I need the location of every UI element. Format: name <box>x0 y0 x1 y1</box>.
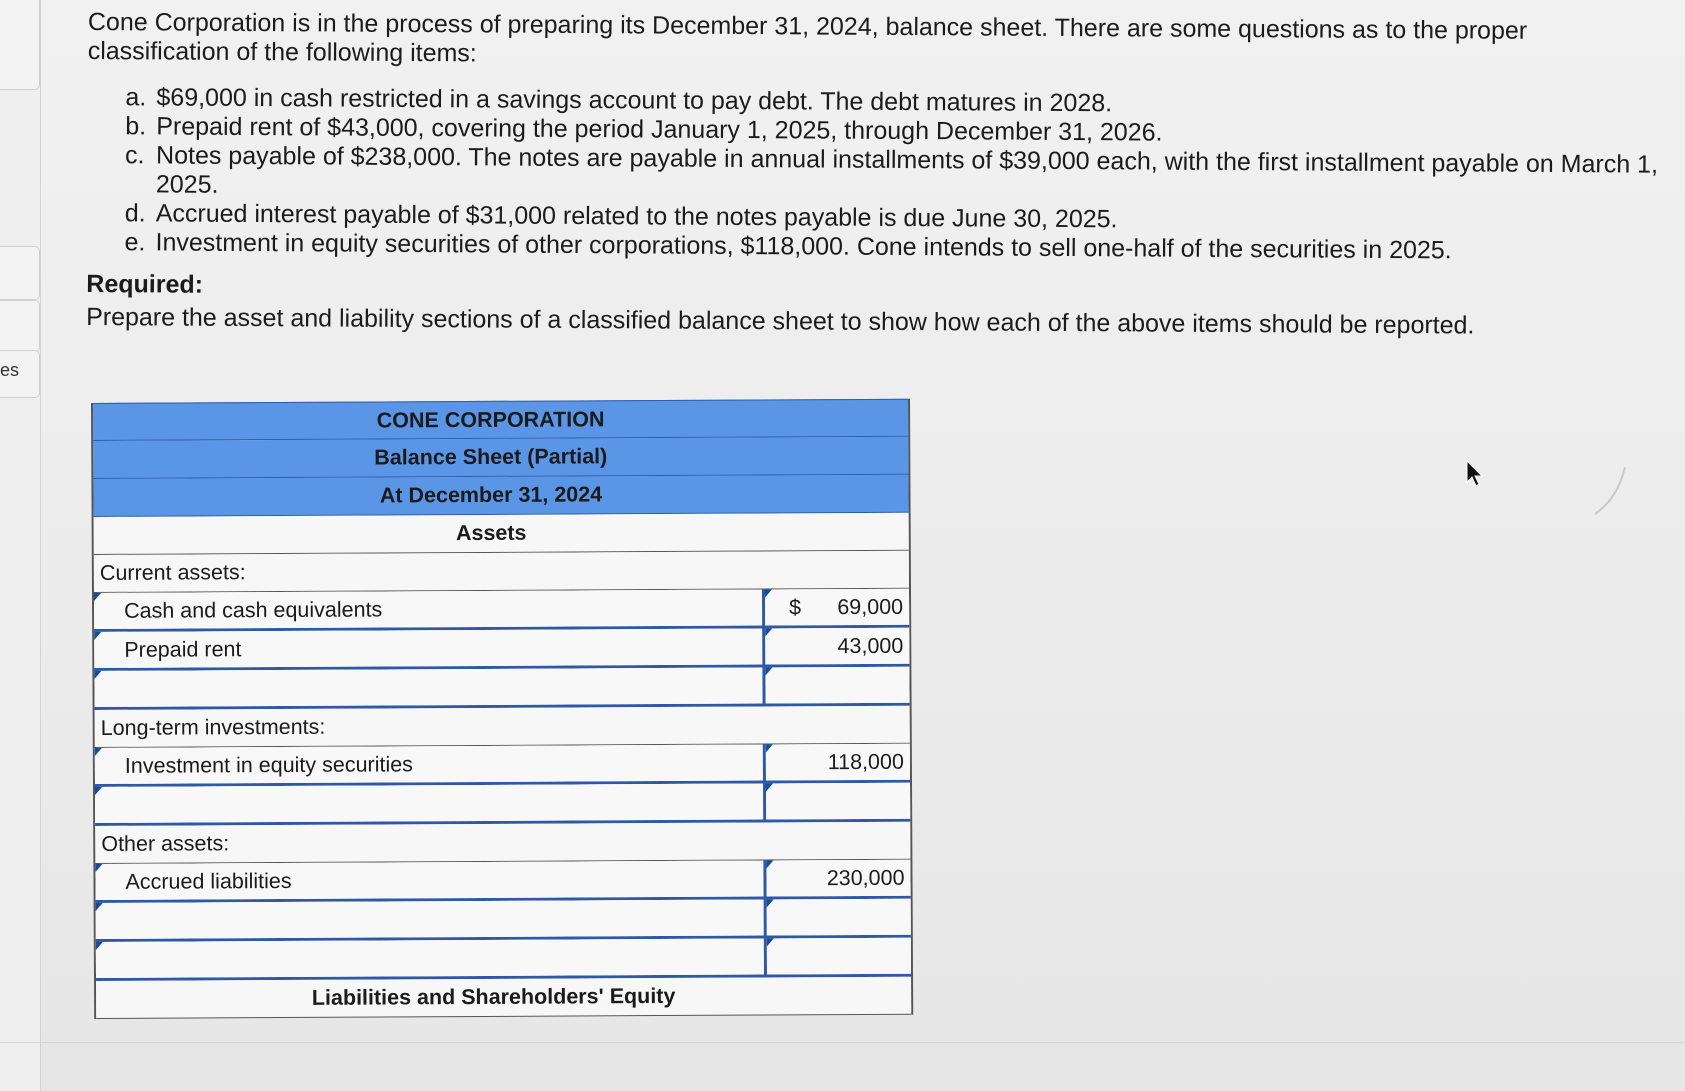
amount-value: 230,000 <box>826 865 905 890</box>
table-row <box>94 589 909 632</box>
left-sidebar <box>0 0 41 1091</box>
problem-statement <box>86 8 1668 342</box>
item-text: Prepaid rent of $43,000, covering the period January 1, 2025, through December 31, 2026. <box>156 112 1163 147</box>
current-assets-label: Current assets: <box>94 551 909 593</box>
account-dropdown[interactable] <box>95 744 766 784</box>
account-dropdown[interactable] <box>94 589 765 629</box>
table-row <box>96 899 911 942</box>
mouse-cursor-icon <box>1465 460 1483 488</box>
problem-items <box>124 83 1667 266</box>
statement-title: Balance Sheet (Partial) <box>93 437 908 479</box>
item-letter: a. <box>125 83 147 112</box>
amount-input[interactable] <box>765 667 909 704</box>
item-text: $69,000 in cash restricted in a savings account to pay debt. The debt matures in 2028. <box>156 83 1113 118</box>
account-dropdown[interactable] <box>96 899 767 939</box>
amount-input[interactable] <box>766 860 910 897</box>
item-text: Accrued interest payable of $31,000 related to the notes payable is due June 30, 2025. <box>155 199 1118 234</box>
amount-input[interactable] <box>767 938 911 975</box>
account-name: Cash and cash equivalents <box>124 596 383 623</box>
table-row <box>96 938 911 981</box>
assets-heading: Assets <box>94 513 909 555</box>
item-letter: d. <box>124 199 146 228</box>
sidebar-tab[interactable] <box>0 246 40 300</box>
amount-value: 43,000 <box>837 633 904 658</box>
table-row <box>94 628 909 671</box>
amount-value: 118,000 <box>827 749 904 774</box>
table-row <box>94 667 909 710</box>
longterm-investments-label: Long-term investments: <box>95 706 910 748</box>
amount-input[interactable] <box>767 899 911 936</box>
sidebar-label-fragment: es <box>0 360 20 380</box>
amount-input[interactable] <box>765 589 909 626</box>
item-letter: e. <box>124 228 146 257</box>
account-dropdown[interactable] <box>94 667 765 707</box>
company-name: CONE CORPORATION <box>93 399 908 441</box>
item-text: Notes payable of $238,000. The notes are payable in annual installments of $39,000 each, with the first installment payable on March 1, 2025. <box>155 141 1659 199</box>
problem-item <box>125 141 1667 208</box>
sidebar-tab[interactable] <box>0 0 40 90</box>
table-row <box>95 783 910 826</box>
required-instructions: Prepare the asset and liability sections of a classified balance sheet to show how each of the above items should be reported. <box>86 302 1475 340</box>
liabilities-heading: Liabilities and Shareholders' Equity <box>96 977 911 1019</box>
account-name: Accrued liabilities <box>125 868 292 894</box>
table-row <box>95 860 910 903</box>
statement-date: At December 31, 2024 <box>93 475 908 517</box>
account-name: Prepaid rent <box>124 636 242 662</box>
amount-value: 69,000 <box>837 594 904 619</box>
amount-input[interactable] <box>766 783 910 820</box>
account-dropdown[interactable] <box>94 628 765 668</box>
table-row <box>95 744 910 787</box>
account-name: Investment in equity securities <box>124 751 413 778</box>
problem-intro: Cone Corporation is in the process of preparing its December 31, 2024, balance sheet. There are some questions as to the proper classification of the following items: <box>87 8 1528 68</box>
item-letter: b. <box>125 112 147 141</box>
amount-input[interactable] <box>766 744 910 781</box>
other-assets-label: Other assets: <box>95 822 910 864</box>
required-heading: Required: <box>86 269 204 299</box>
account-dropdown[interactable] <box>95 783 766 823</box>
dollar-sign: $ <box>789 594 802 619</box>
item-letter: c. <box>125 141 145 170</box>
balance-sheet-table <box>91 399 913 1019</box>
item-text: Investment in equity securities of other corporations, $118,000. Cone intends to sell one-half of the securities in 2025. <box>155 228 1452 265</box>
amount-input[interactable] <box>765 628 909 665</box>
account-dropdown[interactable] <box>95 860 766 900</box>
sidebar-tab[interactable] <box>0 300 40 352</box>
divider <box>0 1042 1685 1043</box>
pen-mark-icon <box>1590 462 1630 522</box>
account-dropdown[interactable] <box>96 938 767 978</box>
